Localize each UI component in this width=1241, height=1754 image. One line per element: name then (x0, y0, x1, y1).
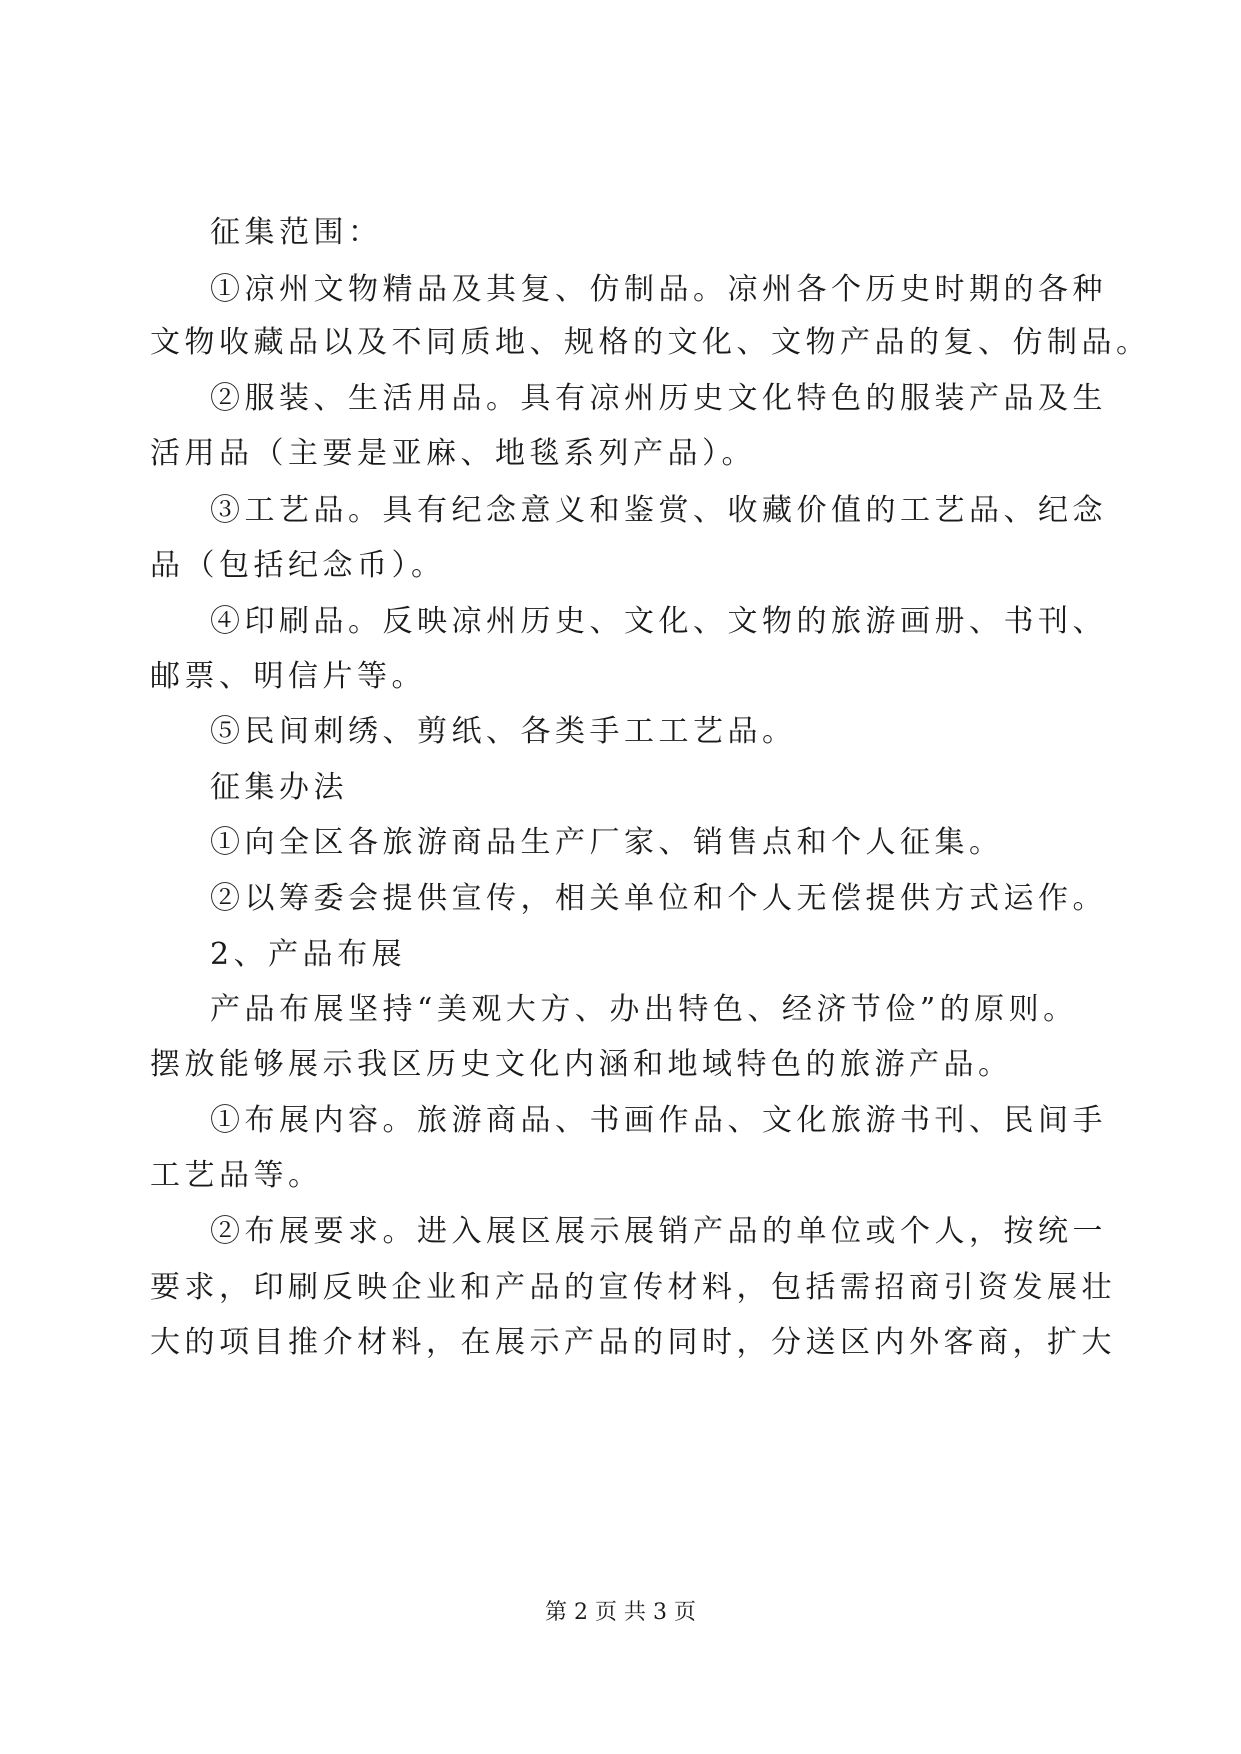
line-14: 2、产品布展 (210, 937, 407, 972)
line-18: 工艺品等。 (150, 1158, 323, 1193)
line-7: 品（包括纪念币）。 (150, 548, 446, 583)
line-16: 摆放能够展示我区历史文化内涵和地域特色的旅游产品。 (150, 1047, 1013, 1082)
line-4: ②服装、生活用品。具有凉州历史文化特色的服装产品及生 (210, 381, 1107, 416)
line-19: ②布展要求。进入展区展示展销产品的单位或个人，按统一 (210, 1214, 1107, 1249)
line-3: 文物收藏品以及不同质地、规格的文化、文物产品的复、仿制品。 (150, 325, 1151, 360)
line-2: ①凉州文物精品及其复、仿制品。凉州各个历史时期的各种 (210, 272, 1107, 307)
line-9: 邮票、明信片等。 (150, 659, 426, 694)
line-8: ④印刷品。反映凉州历史、文化、文物的旅游画册、书刊、 (210, 604, 1107, 639)
line-10: ⑤民间刺绣、剪纸、各类手工工艺品。 (210, 714, 797, 749)
line-13: ②以筹委会提供宣传，相关单位和个人无偿提供方式运作。 (210, 881, 1107, 916)
line-1: 征集范围： (210, 215, 383, 250)
line-20: 要求，印刷反映企业和产品的宣传材料，包括需招商引资发展壮 (150, 1270, 1116, 1305)
line-17: ①布展内容。旅游商品、书画作品、文化旅游书刊、民间手 (210, 1103, 1107, 1138)
page-number-footer: 第 2 页 共 3 页 (545, 1600, 696, 1625)
line-12: ①向全区各旅游商品生产厂家、销售点和个人征集。 (210, 825, 1004, 860)
line-6: ③工艺品。具有纪念意义和鉴赏、收藏价值的工艺品、纪念 (210, 493, 1107, 528)
line-5: 活用品（主要是亚麻、地毯系列产品）。 (150, 436, 756, 471)
line-11: 征集办法 (210, 770, 348, 805)
line-21: 大的项目推介材料，在展示产品的同时，分送区内外客商，扩大 (150, 1325, 1116, 1360)
line-15: 产品布展坚持“美观大方、办出特色、经济节俭”的原则。 (210, 992, 1078, 1027)
